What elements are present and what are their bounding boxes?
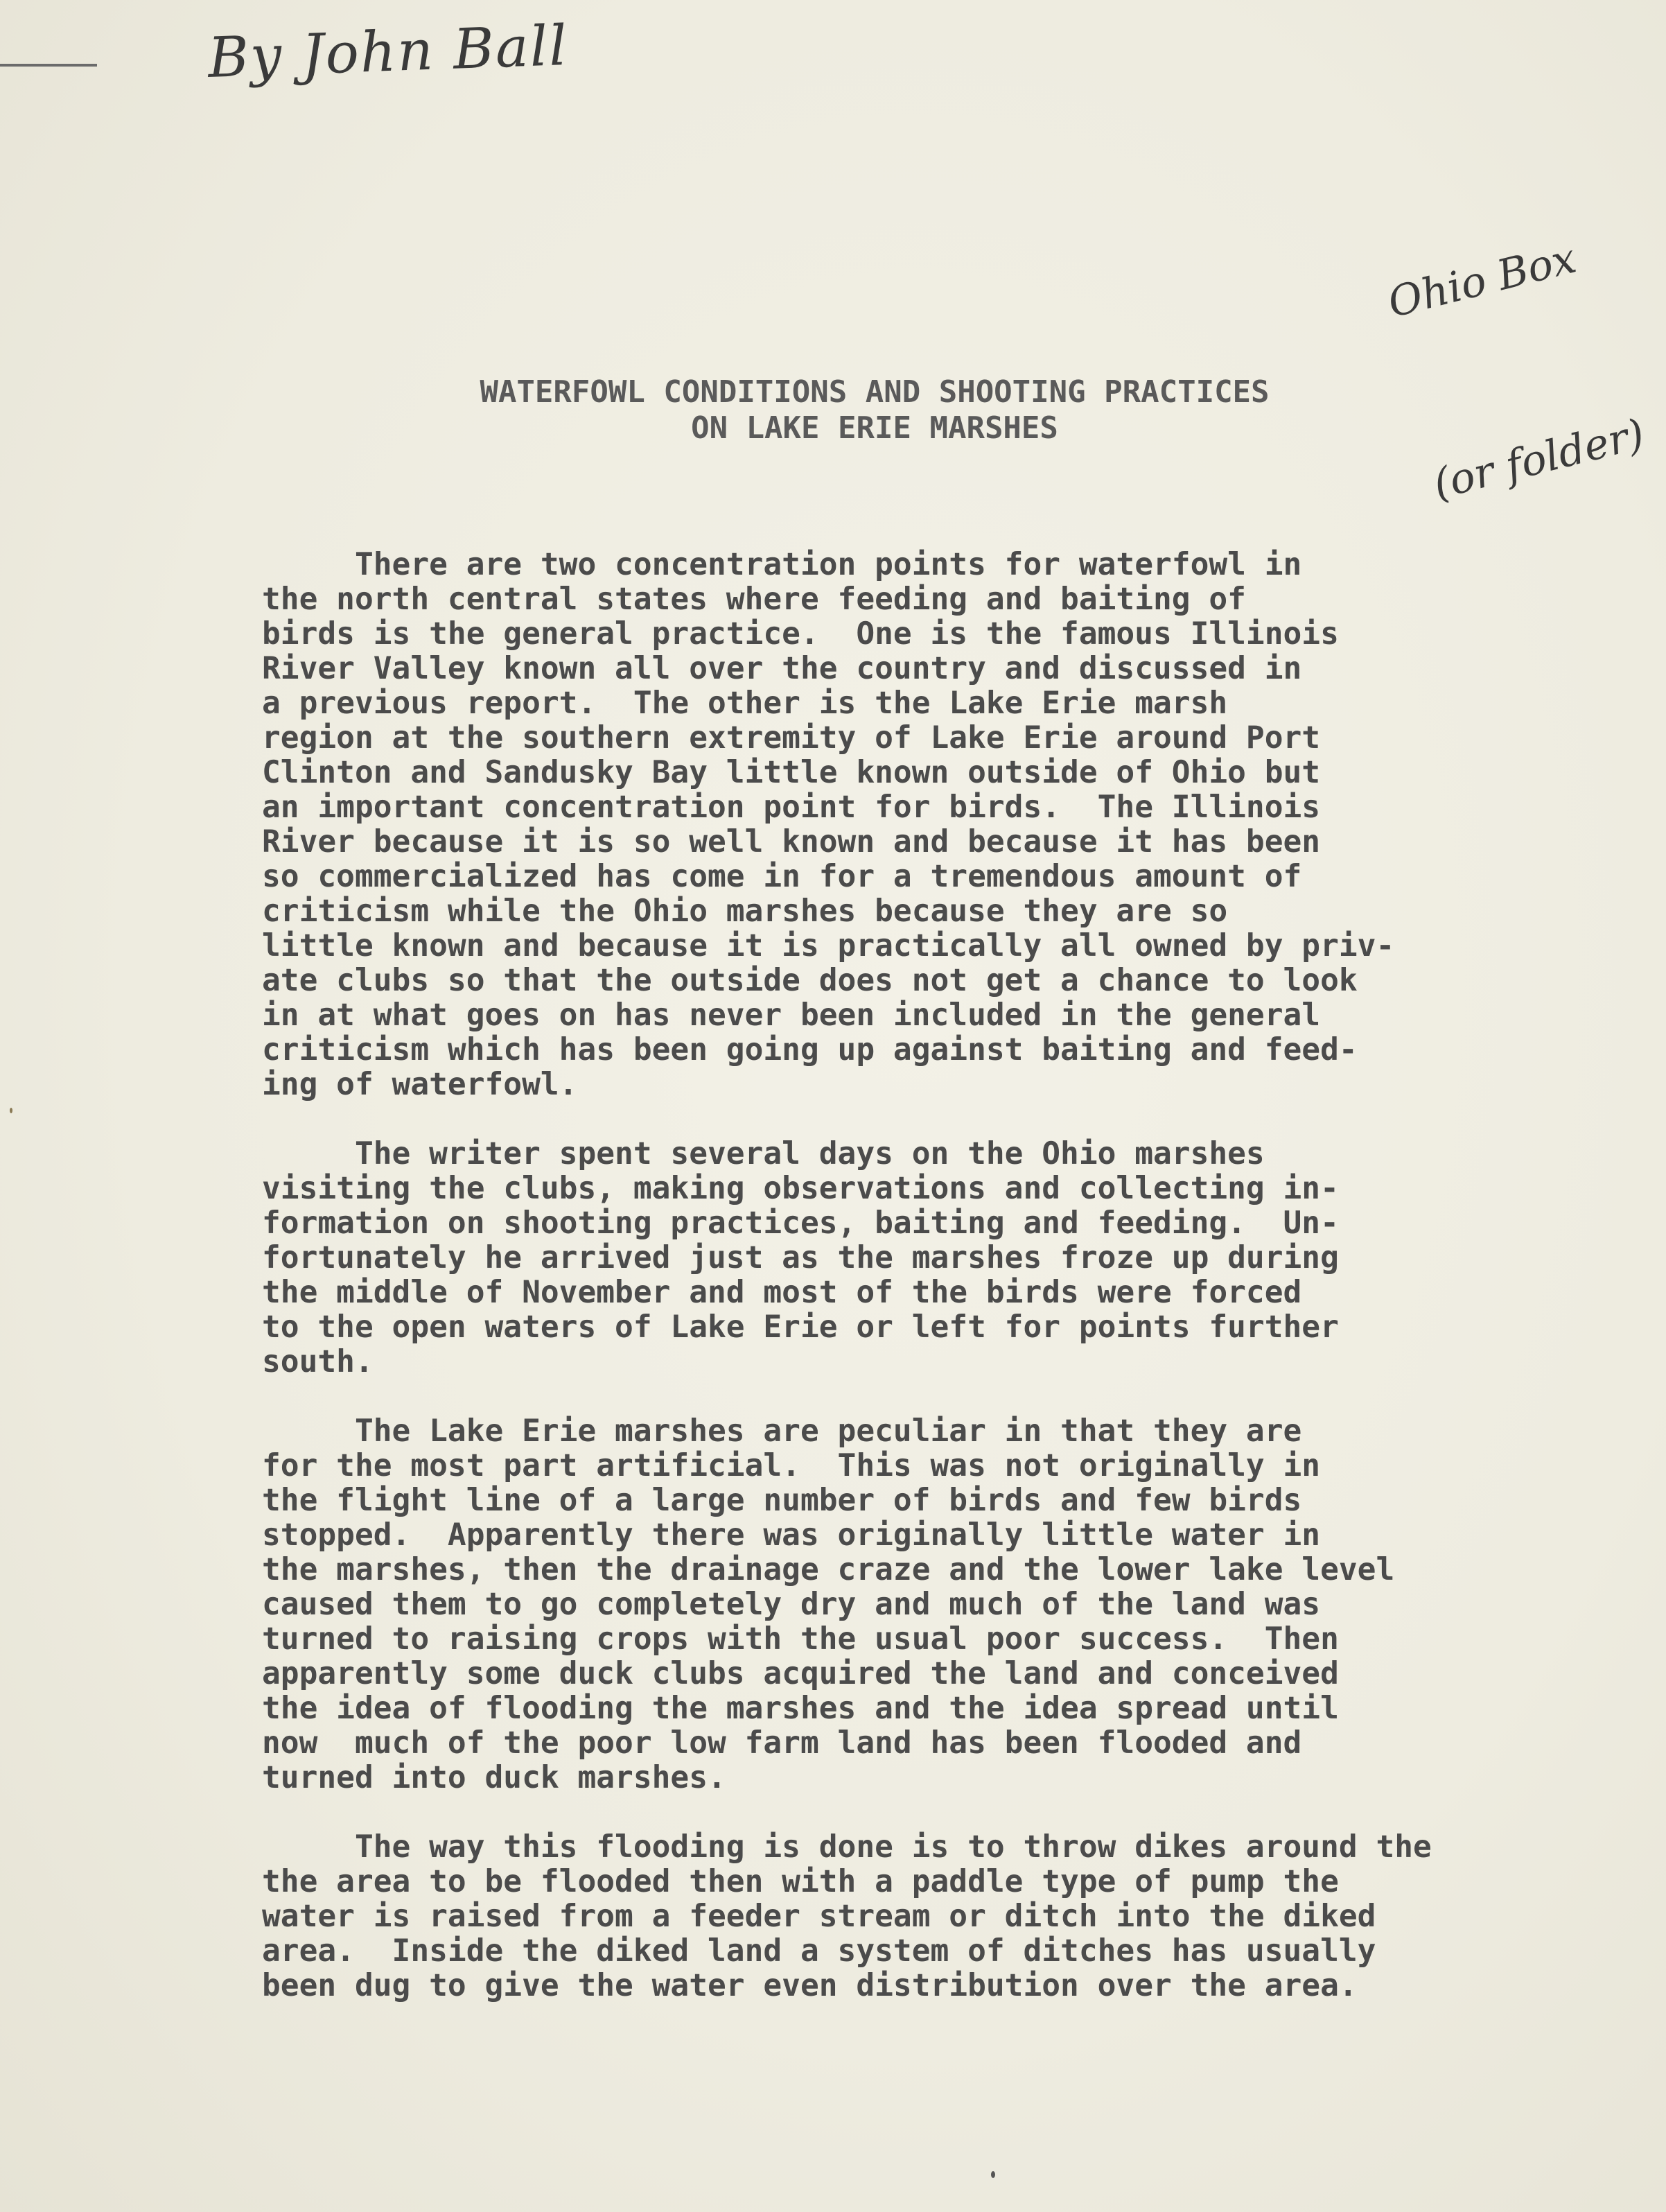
document-title-line-1: WATERFOWL CONDITIONS AND SHOOTING PRACTICES — [480, 374, 1270, 410]
paragraph-1: There are two concentration points for waterfowl in the north central states where feeding and baiting of birds is the general practice. One is the famous Illinois River Valley known all over the country and discussed in a previous report. The other is the Lake Erie marsh region at the southern extremity of Lake Erie around Port Clinton and Sandusky Bay little known outside of Ohio but an important concentration point for birds. The Illinois River because it is so well known and because it has been so commercialized has come in for a tremendous amount of criticism while the Ohio marshes because they are so little known and because it is practically all owned by priv- ate clubs so that the outside does not get a chance to look in at what goes on has never been included in the general criticism which has been going up against baiting and feed- ing of waterfowl. — [262, 547, 1395, 1102]
pencil-dash-mark — [0, 64, 97, 67]
paragraph-4: The way this flooding is done is to throw dikes around the the area to be flooded then with a paddle type of pump the water is raised from a feeder stream or ditch into the diked area. Inside the diked land a system of ditches has usually been dug to give the water even distribution over the area. — [262, 1829, 1432, 2003]
document-title-line-2: ON LAKE ERIE MARSHES — [691, 410, 1058, 446]
paper-speck — [10, 1108, 12, 1113]
box-note-line-1: Ohio Box — [1383, 234, 1581, 328]
box-note-line-2: (or folder) — [1428, 410, 1649, 510]
paper-speck — [991, 2171, 995, 2178]
document-body — [262, 548, 1523, 2038]
paragraph-2: The writer spent several days on the Ohio marshes visiting the clubs, making observations and collecting in- formation on shooting practices, baiting and feeding. Un- fortunately he arrived just as the marshes froze up during the middle of November and most of the birds were forced to the open waters of Lake Erie or left for points further south. — [262, 1136, 1339, 1379]
paragraph-3: The Lake Erie marshes are peculiar in that they are for the most part artificial. This was not originally in the flight line of a large number of birds and few birds stopped. Apparently there was originally little water in the marshes, then the drainage craze and the lower lake level caused them to go completely dry and much of the land was turned to raising crops with the usual poor success. Then apparently some duck clubs acquired the land and conceived the idea of flooding the marshes and the idea spread until now much of the poor low farm land has been flooded and turned into duck marshes. — [262, 1413, 1395, 1795]
handwritten-author: By John Ball — [207, 12, 570, 91]
